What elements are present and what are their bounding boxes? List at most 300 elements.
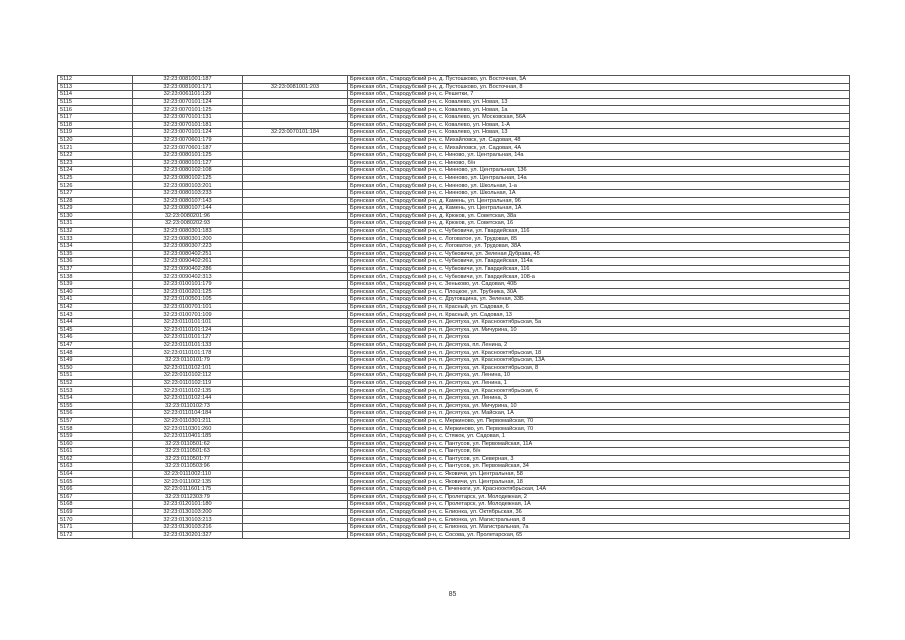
address-cell: Брянская обл., Стародубский р-н, с. Стяжок, ул. Садовая, 1 — [348, 432, 850, 440]
cadastral-number-cell: 32:23:0111002:135 — [133, 478, 243, 486]
cadastral-number-cell: 32:23:0090402:261 — [133, 258, 243, 266]
linked-cadastral-number-cell — [243, 463, 348, 471]
table-row — [58, 106, 850, 114]
cadastral-number-cell: 32:23:0081001:187 — [133, 76, 243, 84]
cadastral-number-cell: 32:23:0112303:79 — [133, 493, 243, 501]
table-row — [58, 205, 850, 213]
registry-table — [57, 75, 850, 539]
address-cell: Брянская обл., Стародубский р-н, с. Пантусов, ул. Первомайская, 34 — [348, 463, 850, 471]
cadastral-number-cell: 32:23:0100101:179 — [133, 281, 243, 289]
cadastral-number-cell: 32:23:0070101:124 — [133, 129, 243, 137]
table-row — [58, 478, 850, 486]
table-row — [58, 432, 850, 440]
address-cell: Брянская обл., Стародубский р-н, с. Пантусов, ул. Северная, 3 — [348, 455, 850, 463]
linked-cadastral-number-cell — [243, 508, 348, 516]
cadastral-number-cell: 32:23:0110102:101 — [133, 364, 243, 372]
row-number-cell: 5158 — [58, 425, 133, 433]
cadastral-number-cell: 32:23:0100201:125 — [133, 288, 243, 296]
linked-cadastral-number-cell — [243, 235, 348, 243]
row-number-cell: 5167 — [58, 493, 133, 501]
cadastral-number-cell: 32:23:0080307:223 — [133, 243, 243, 251]
address-cell: Брянская обл., Стародубский р-н, с. Елионка, ул. Октябрьская, 36 — [348, 508, 850, 516]
address-cell: Брянская обл., Стародубский р-н, п. Десятуха, ул. Мичурина, 10 — [348, 402, 850, 410]
table-row — [58, 212, 850, 220]
row-number-cell: 5150 — [58, 364, 133, 372]
address-cell: Брянская обл., Стародубский р-н, п. Десятуха, ул. Красноoктябрьская, 8 — [348, 364, 850, 372]
table-row — [58, 197, 850, 205]
address-cell: Брянская обл., Стародубский р-н, с. Михайловск, ул. Садовая, 4А — [348, 144, 850, 152]
row-number-cell: 5151 — [58, 372, 133, 380]
table-row — [58, 288, 850, 296]
cadastral-number-cell: 32:23:0130103:200 — [133, 508, 243, 516]
table-row — [58, 273, 850, 281]
table-row — [58, 448, 850, 456]
linked-cadastral-number-cell — [243, 478, 348, 486]
row-number-cell: 5145 — [58, 326, 133, 334]
address-cell: Брянская обл., Стародубский р-н, п. Красный, ул. Садовая, 6 — [348, 303, 850, 311]
row-number-cell: 5126 — [58, 182, 133, 190]
row-number-cell: 5136 — [58, 258, 133, 266]
address-cell: Брянская обл., Стародубский р-н, п. Десятуха, ул. Красноoктябрьская, 6 — [348, 387, 850, 395]
table-row — [58, 524, 850, 532]
address-cell: Брянская обл., Стародубский р-н, с. Пантусов, б/н — [348, 448, 850, 456]
row-number-cell: 5115 — [58, 98, 133, 106]
linked-cadastral-number-cell — [243, 311, 348, 319]
table-row — [58, 402, 850, 410]
table-row — [58, 281, 850, 289]
cadastral-number-cell: 32:23:0070101:131 — [133, 113, 243, 121]
row-number-cell: 5141 — [58, 296, 133, 304]
cadastral-number-cell: 32:23:0061101:129 — [133, 91, 243, 99]
cadastral-number-cell: 32:23:0080101:127 — [133, 159, 243, 167]
linked-cadastral-number-cell — [243, 470, 348, 478]
address-cell: Брянская обл., Стародубский р-н, с. Ниново, б/н — [348, 159, 850, 167]
table-row — [58, 189, 850, 197]
linked-cadastral-number-cell — [243, 288, 348, 296]
table-row — [58, 364, 850, 372]
cadastral-number-cell: 32:23:0070101:124 — [133, 98, 243, 106]
linked-cadastral-number-cell — [243, 167, 348, 175]
address-cell: Брянская обл., Стародубский р-н, с. Меркиново, ул. Первомайская, 70 — [348, 425, 850, 433]
linked-cadastral-number-cell — [243, 410, 348, 418]
address-cell: Брянская обл., Стародубский р-н, д. Камень, ул. Центральная, 96 — [348, 197, 850, 205]
linked-cadastral-number-cell — [243, 387, 348, 395]
linked-cadastral-number-cell — [243, 303, 348, 311]
address-cell: Брянская обл., Стародубский р-н, с. Ковалево, ул. Новая, 1-А — [348, 121, 850, 129]
row-number-cell: 5124 — [58, 167, 133, 175]
table-row — [58, 486, 850, 494]
linked-cadastral-number-cell — [243, 250, 348, 258]
row-number-cell: 5113 — [58, 83, 133, 91]
row-number-cell: 5171 — [58, 524, 133, 532]
linked-cadastral-number-cell — [243, 448, 348, 456]
row-number-cell: 5170 — [58, 516, 133, 524]
cadastral-number-cell: 32:23:0111601:175 — [133, 486, 243, 494]
cadastral-number-cell: 32:23:0120101:180 — [133, 501, 243, 509]
linked-cadastral-number-cell — [243, 455, 348, 463]
cadastral-number-cell: 32:23:0080102:125 — [133, 174, 243, 182]
cadastral-number-cell: 32:23:0110501:62 — [133, 440, 243, 448]
page-number: 85 — [448, 591, 457, 598]
table-row — [58, 151, 850, 159]
row-number-cell: 5165 — [58, 478, 133, 486]
linked-cadastral-number-cell — [243, 493, 348, 501]
address-cell: Брянская обл., Стародубский р-н, с. Елионка, ул. Магистральная, 7а — [348, 524, 850, 532]
table-row — [58, 121, 850, 129]
cadastral-number-cell: 32:23:0110101:124 — [133, 326, 243, 334]
cadastral-number-cell: 32:23:0080202:93 — [133, 220, 243, 228]
address-cell: Брянская обл., Стародубский р-н, д. Крюков, ул. Советская, 38а — [348, 212, 850, 220]
cadastral-number-cell: 32:23:0070601:179 — [133, 136, 243, 144]
address-cell: Брянская обл., Стародубский р-н, с. Ковалево, ул. Новая, 1а — [348, 106, 850, 114]
cadastral-number-cell: 32:23:0110102:112 — [133, 372, 243, 380]
table-row — [58, 91, 850, 99]
cadastral-number-cell: 32:23:0080103:233 — [133, 189, 243, 197]
address-cell: Брянская обл., Стародубский р-н, с. Логоватое, ул. Трудовая, 38А — [348, 243, 850, 251]
linked-cadastral-number-cell — [243, 189, 348, 197]
address-cell: Брянская обл., Стародубский р-н, п. Десятуха — [348, 334, 850, 342]
row-number-cell: 5130 — [58, 212, 133, 220]
row-number-cell: 5162 — [58, 455, 133, 463]
cadastral-number-cell: 32:23:0110503:96 — [133, 463, 243, 471]
row-number-cell: 5131 — [58, 220, 133, 228]
cadastral-number-cell: 32:23:0080301:200 — [133, 235, 243, 243]
table-row — [58, 334, 850, 342]
row-number-cell: 5129 — [58, 205, 133, 213]
linked-cadastral-number-cell — [243, 349, 348, 357]
cadastral-number-cell: 32:23:0110101:178 — [133, 349, 243, 357]
cadastral-number-cell: 32:23:0110301:211 — [133, 417, 243, 425]
table-row — [58, 258, 850, 266]
row-number-cell: 5128 — [58, 197, 133, 205]
table-row — [58, 326, 850, 334]
linked-cadastral-number-cell — [243, 364, 348, 372]
address-cell: Брянская обл., Стародубский р-н, п. Десятуха, ул. Красноoктябрьская, 18 — [348, 349, 850, 357]
table-row — [58, 227, 850, 235]
cadastral-number-cell: 32:23:0100701:101 — [133, 303, 243, 311]
row-number-cell: 5172 — [58, 531, 133, 539]
row-number-cell: 5164 — [58, 470, 133, 478]
table-row — [58, 98, 850, 106]
row-number-cell: 5125 — [58, 174, 133, 182]
address-cell: Брянская обл., Стародубский р-н, д. Пустошково, ул. Восточная, 5А — [348, 76, 850, 84]
linked-cadastral-number-cell — [243, 182, 348, 190]
cadastral-number-cell: 32:23:0070601:187 — [133, 144, 243, 152]
cadastral-number-cell: 32:23:0080101:125 — [133, 151, 243, 159]
row-number-cell: 5157 — [58, 417, 133, 425]
linked-cadastral-number-cell — [243, 273, 348, 281]
row-number-cell: 5117 — [58, 113, 133, 121]
row-number-cell: 5169 — [58, 508, 133, 516]
address-cell: Брянская обл., Стародубский р-н, с. Зеньково, ул. Садовая, 40Б — [348, 281, 850, 289]
table-row — [58, 356, 850, 364]
linked-cadastral-number-cell — [243, 432, 348, 440]
linked-cadastral-number-cell — [243, 319, 348, 327]
table-row — [58, 159, 850, 167]
cadastral-number-cell: 32:23:0130103:213 — [133, 516, 243, 524]
address-cell: Брянская обл., Стародубский р-н, с. Чубковичи, ул. Гвардейская, 114а — [348, 258, 850, 266]
linked-cadastral-number-cell — [243, 220, 348, 228]
cadastral-number-cell: 32:23:0111002:110 — [133, 470, 243, 478]
linked-cadastral-number-cell — [243, 326, 348, 334]
address-cell: Брянская обл., Стародубский р-н, с. Сосова, ул. Пролетарская, 65 — [348, 531, 850, 539]
address-cell: Брянская обл., Стародубский р-н, п. Десятуха, ул. Ленина, 1 — [348, 379, 850, 387]
linked-cadastral-number-cell — [243, 106, 348, 114]
table-row — [58, 516, 850, 524]
linked-cadastral-number-cell — [243, 174, 348, 182]
address-cell: Брянская обл., Стародубский р-н, с. Яковичи, ул. Центральная, 58 — [348, 470, 850, 478]
table-row — [58, 387, 850, 395]
cadastral-number-cell: 32:23:0080107:144 — [133, 205, 243, 213]
row-number-cell: 5160 — [58, 440, 133, 448]
table-row — [58, 341, 850, 349]
row-number-cell: 5140 — [58, 288, 133, 296]
linked-cadastral-number-cell — [243, 516, 348, 524]
linked-cadastral-number-cell — [243, 91, 348, 99]
table-row — [58, 440, 850, 448]
linked-cadastral-number-cell — [243, 372, 348, 380]
table-row — [58, 174, 850, 182]
linked-cadastral-number-cell — [243, 531, 348, 539]
address-cell: Брянская обл., Стародубский р-н, п. Десятуха, ул. Ленина, 3 — [348, 394, 850, 402]
linked-cadastral-number-cell — [243, 402, 348, 410]
cadastral-number-cell: 32:23:0090402:313 — [133, 273, 243, 281]
row-number-cell: 5123 — [58, 159, 133, 167]
address-cell: Брянская обл., Стародубский р-н, п. Десятуха, ул. Красноoктябрьская, 13А — [348, 356, 850, 364]
row-number-cell: 5143 — [58, 311, 133, 319]
cadastral-number-cell: 32:23:0070101:181 — [133, 121, 243, 129]
row-number-cell: 5119 — [58, 129, 133, 137]
table-row — [58, 349, 850, 357]
linked-cadastral-number-cell — [243, 227, 348, 235]
table-row — [58, 243, 850, 251]
cadastral-number-cell: 32:23:0110102:73 — [133, 402, 243, 410]
table-row — [58, 410, 850, 418]
cadastral-number-cell: 32:23:0080102:108 — [133, 167, 243, 175]
linked-cadastral-number-cell — [243, 265, 348, 273]
linked-cadastral-number-cell — [243, 136, 348, 144]
table-row — [58, 113, 850, 121]
cadastral-number-cell: 32:23:0130201:327 — [133, 531, 243, 539]
linked-cadastral-number-cell — [243, 341, 348, 349]
cadastral-number-cell: 32:23:0110301:260 — [133, 425, 243, 433]
row-number-cell: 5116 — [58, 106, 133, 114]
address-cell: Брянская обл., Стародубский р-н, с. Печенюги, ул. Красноoктябрьская, 14А — [348, 486, 850, 494]
cadastral-number-cell: 32:23:0080301:183 — [133, 227, 243, 235]
cadastral-number-cell: 32:23:0100501:105 — [133, 296, 243, 304]
address-cell: Брянская обл., Стародубский р-н, п. Десятуха, ул. Мичурина, 10 — [348, 326, 850, 334]
row-number-cell: 5134 — [58, 243, 133, 251]
row-number-cell: 5144 — [58, 319, 133, 327]
row-number-cell: 5138 — [58, 273, 133, 281]
cadastral-number-cell: 32:23:0090402:286 — [133, 265, 243, 273]
cadastral-number-cell: 32:23:0080201:96 — [133, 212, 243, 220]
linked-cadastral-number-cell — [243, 356, 348, 364]
table-row — [58, 417, 850, 425]
table-row — [58, 83, 850, 91]
table-row — [58, 379, 850, 387]
row-number-cell: 5147 — [58, 341, 133, 349]
address-cell: Брянская обл., Стародубский р-н, п. Красный, ул. Садовая, 13 — [348, 311, 850, 319]
cadastral-number-cell: 32:23:0070101:125 — [133, 106, 243, 114]
linked-cadastral-number-cell — [243, 440, 348, 448]
row-number-cell: 5135 — [58, 250, 133, 258]
address-cell: Брянская обл., Стародубский р-н, с. Ковалево, ул. Московская, 56А — [348, 113, 850, 121]
address-cell: Брянская обл., Стародубский р-н, с. Нинново, ул. Школьная, 1-а — [348, 182, 850, 190]
cadastral-number-cell: 32:23:0110102:119 — [133, 379, 243, 387]
address-cell: Брянская обл., Стародубский р-н, с. Чубковичи, ул. Гвардейская, 116 — [348, 265, 850, 273]
row-number-cell: 5114 — [58, 91, 133, 99]
row-number-cell: 5139 — [58, 281, 133, 289]
row-number-cell: 5148 — [58, 349, 133, 357]
row-number-cell: 5142 — [58, 303, 133, 311]
registry-table-body — [58, 76, 850, 539]
address-cell: Брянская обл., Стародубский р-н, с. Чубковичи, ул. Гвардейская, 108-а — [348, 273, 850, 281]
row-number-cell: 5161 — [58, 448, 133, 456]
linked-cadastral-number-cell — [243, 197, 348, 205]
linked-cadastral-number-cell — [243, 334, 348, 342]
row-number-cell: 5166 — [58, 486, 133, 494]
row-number-cell: 5163 — [58, 463, 133, 471]
row-number-cell: 5168 — [58, 501, 133, 509]
row-number-cell: 5146 — [58, 334, 133, 342]
linked-cadastral-number-cell: 32:23:0081001:203 — [243, 83, 348, 91]
linked-cadastral-number-cell — [243, 212, 348, 220]
linked-cadastral-number-cell — [243, 98, 348, 106]
address-cell: Брянская обл., Стародубский р-н, с. Друговщина, ул. Зеленая, 33Б — [348, 296, 850, 304]
cadastral-number-cell: 32:23:0110101:79 — [133, 356, 243, 364]
table-row — [58, 144, 850, 152]
cadastral-number-cell: 32:23:0110401:185 — [133, 432, 243, 440]
address-cell: Брянская обл., Стародубский р-н, с. Ниново, ул. Центральная, 14а — [348, 151, 850, 159]
linked-cadastral-number-cell — [243, 501, 348, 509]
cadastral-number-cell: 32:23:0110101:101 — [133, 319, 243, 327]
linked-cadastral-number-cell — [243, 296, 348, 304]
cadastral-number-cell: 32:23:0081001:171 — [133, 83, 243, 91]
table-row — [58, 463, 850, 471]
cadastral-number-cell: 32:23:0110501:63 — [133, 448, 243, 456]
table-row — [58, 220, 850, 228]
table-row — [58, 425, 850, 433]
cadastral-number-cell: 32:23:0100701:109 — [133, 311, 243, 319]
address-cell: Брянская обл., Стародубский р-н, с. Нинново, ул. Школьная, 1А — [348, 189, 850, 197]
linked-cadastral-number-cell — [243, 243, 348, 251]
row-number-cell: 5121 — [58, 144, 133, 152]
address-cell: Брянская обл., Стародубский р-н, д. Крюков, ул. Советская, 16 — [348, 220, 850, 228]
row-number-cell: 5112 — [58, 76, 133, 84]
cadastral-number-cell: 32:23:0080107:143 — [133, 197, 243, 205]
address-cell: Брянская обл., Стародубский р-н, с. Логоватое, ул. Трудовая, 85 — [348, 235, 850, 243]
linked-cadastral-number-cell — [243, 394, 348, 402]
linked-cadastral-number-cell — [243, 258, 348, 266]
address-cell: Брянская обл., Стародубский р-н, с. Пролетарск, ул. Молодежная, 2 — [348, 493, 850, 501]
table-row — [58, 265, 850, 273]
address-cell: Брянская обл., Стародубский р-н, с. Меркиново, ул. Первомайская, 70 — [348, 417, 850, 425]
address-cell: Брянская обл., Стародубский р-н, с. Нинново, ул. Центральная, 14а — [348, 174, 850, 182]
address-cell: Брянская обл., Стародубский р-н, с. Ковалево, ул. Новая, 13 — [348, 129, 850, 137]
address-cell: Брянская обл., Стародубский р-н, с. Чубковичи, ул. Гвардейская, 116 — [348, 227, 850, 235]
linked-cadastral-number-cell — [243, 205, 348, 213]
row-number-cell: 5153 — [58, 387, 133, 395]
linked-cadastral-number-cell — [243, 151, 348, 159]
linked-cadastral-number-cell — [243, 76, 348, 84]
table-row — [58, 372, 850, 380]
cadastral-number-cell: 32:23:0110102:135 — [133, 387, 243, 395]
linked-cadastral-number-cell — [243, 113, 348, 121]
cadastral-number-cell: 32:23:0130103:216 — [133, 524, 243, 532]
row-number-cell: 5155 — [58, 402, 133, 410]
row-number-cell: 5122 — [58, 151, 133, 159]
cadastral-number-cell: 32:23:0110101:127 — [133, 334, 243, 342]
address-cell: Брянская обл., Стародубский р-н, д. Пустошково, ул. Восточная, 8 — [348, 83, 850, 91]
address-cell: Брянская обл., Стародубский р-н, с. Чубковичи, ул. Зеленая Дубрава, 45 — [348, 250, 850, 258]
table-row — [58, 501, 850, 509]
address-cell: Брянская обл., Стародубский р-н, д. Камень, ул. Центральная, 1А — [348, 205, 850, 213]
table-row — [58, 296, 850, 304]
cadastral-number-cell: 32:23:0110501:77 — [133, 455, 243, 463]
row-number-cell: 5152 — [58, 379, 133, 387]
table-row — [58, 76, 850, 84]
linked-cadastral-number-cell: 32:23:0070101:184 — [243, 129, 348, 137]
table-row — [58, 129, 850, 137]
address-cell: Брянская обл., Стародубский р-н, с. Пролетарск, ул. Молодежная, 1А — [348, 501, 850, 509]
table-row — [58, 394, 850, 402]
address-cell: Брянская обл., Стародубский р-н, с. Плоцкое, ул. Трубника, 30А — [348, 288, 850, 296]
row-number-cell: 5118 — [58, 121, 133, 129]
cadastral-number-cell: 32:23:0110102:144 — [133, 394, 243, 402]
row-number-cell: 5149 — [58, 356, 133, 364]
address-cell: Брянская обл., Стародубский р-н, с. Решетки, 7 — [348, 91, 850, 99]
cadastral-number-cell: 32:23:0110104:184 — [133, 410, 243, 418]
table-row — [58, 508, 850, 516]
address-cell: Брянская обл., Стародубский р-н, с. Пантусов, ул. Первомайская, 11А — [348, 440, 850, 448]
table-row — [58, 531, 850, 539]
address-cell: Брянская обл., Стародубский р-н, с. Михайловск, ул. Садовая, 48 — [348, 136, 850, 144]
table-row — [58, 470, 850, 478]
linked-cadastral-number-cell — [243, 379, 348, 387]
address-cell: Брянская обл., Стародубский р-н, п. Десятуха, пл. Ленина, 2 — [348, 341, 850, 349]
cadastral-number-cell: 32:23:0080103:201 — [133, 182, 243, 190]
cadastral-number-cell: 32:23:0110101:133 — [133, 341, 243, 349]
linked-cadastral-number-cell — [243, 121, 348, 129]
row-number-cell: 5156 — [58, 410, 133, 418]
linked-cadastral-number-cell — [243, 281, 348, 289]
address-cell: Брянская обл., Стародубский р-н, с. Елионка, ул. Магистральная, 8 — [348, 516, 850, 524]
row-number-cell: 5127 — [58, 189, 133, 197]
linked-cadastral-number-cell — [243, 425, 348, 433]
linked-cadastral-number-cell — [243, 417, 348, 425]
address-cell: Брянская обл., Стародубский р-н, с. Ковалево, ул. Новая, 13 — [348, 98, 850, 106]
table-row — [58, 493, 850, 501]
address-cell: Брянская обл., Стародубский р-н, п. Десятуха, ул. Ленина, 10 — [348, 372, 850, 380]
row-number-cell: 5132 — [58, 227, 133, 235]
address-cell: Брянская обл., Стародубский р-н, п. Десятуха, ул. Майская, 1А — [348, 410, 850, 418]
cadastral-number-cell: 32:23:0080402:251 — [133, 250, 243, 258]
table-row — [58, 235, 850, 243]
row-number-cell: 5154 — [58, 394, 133, 402]
linked-cadastral-number-cell — [243, 144, 348, 152]
table-row — [58, 182, 850, 190]
linked-cadastral-number-cell — [243, 524, 348, 532]
address-cell: Брянская обл., Стародубский р-н, п. Десятуха, ул. Красноoктябрьская, 5а — [348, 319, 850, 327]
table-row — [58, 136, 850, 144]
table-row — [58, 303, 850, 311]
address-cell: Брянская обл., Стародубский р-н, с. Нинново, ул. Центральная, 136 — [348, 167, 850, 175]
row-number-cell: 5137 — [58, 265, 133, 273]
linked-cadastral-number-cell — [243, 159, 348, 167]
row-number-cell: 5120 — [58, 136, 133, 144]
table-row — [58, 311, 850, 319]
